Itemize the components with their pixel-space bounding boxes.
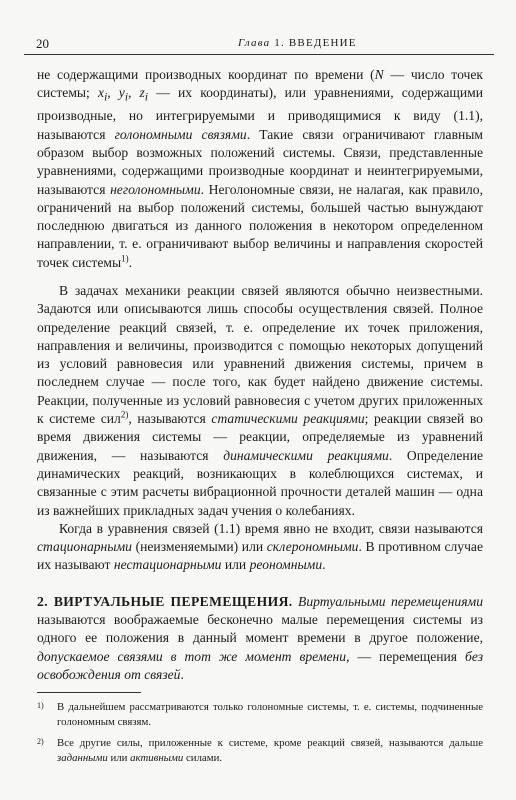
chapter-title: Глава 1. ВВЕДЕНИЕ (238, 37, 357, 49)
footnote-divider (37, 692, 141, 693)
footnote-2: 2) Все другие силы, приложенные к системе, кроме реакций связей, называются дальше заданными или активными силами. (37, 737, 483, 764)
coordinates-expression: $x_i$, $y_i$, $z_i$ (98, 85, 149, 105)
paragraph-holonomic: не содержащими производных координат по времени (N — число точек системы; $x_i$, $y_i$, $z_i$ — их координаты), или уравнениями, содержащими производные, но интегрируемыми и приводящимися к виду (1.1), называются голономными связями. Такие связи ограничивают главным образом выбор возможных положений системы. Связи, представленные уравнениями, содержащими производные координат и неинтегрируемыми, называются неголономными. Неголономные связи, не налагая, как правило, ограничений на выбор положений системы, большей частью вынуждают последнюю двигаться из данного положения в некотором определенном направлении, т. е. ограничивают выбор величины и направления скоростей точек системы$^{1)}$. (37, 67, 483, 270)
paragraph-reactions: В задачах механики реакции связей являются обычно неизвестными. Задаются или описываются лишь способы осуществления связей. Полное определение реакций связей, т. е. определение их точек приложения, направления и величины, производится с помощью некоторых допущений из условий равновесия или уравнений движения системы, причем в последнем случае — после того, как будет найдено движение системы. Реакции, полученные из условий равновесия с учетом других приложенных к системе сил$^{2)}$, называются статическими реакциями; реакции связей во время движения системы — реакции, определяемые из уравнений движения, — называются динамическими реакциями. Определение динамических реакций, возникающих в колеблющихся системах, и связанные с этим расчеты вибрационной прочности деталей машин — одна из важнейших прикладных задач учения о колебаниях. (37, 282, 484, 518)
footnote-ref-1[interactable]: 1) (121, 253, 129, 264)
footnote-1: 1) В дальнейшем рассматриваются только голономные системы, т. е. системы, подчиненные голономным связям. (37, 701, 483, 728)
running-head (24, 34, 494, 55)
footnotes (37, 692, 483, 772)
page-number: 20 (36, 36, 49, 51)
main-text (37, 66, 483, 684)
paragraph-stationary: Когда в уравнения связей (1.1) время явно не входит, связи называются стационарными (неизменяемыми) или склерономными. В противном случае их называют нестационарными или реономными. (37, 520, 484, 573)
paragraph-virtual-displacements: 2. ВИРТУАЛЬНЫЕ ПЕРЕМЕЩЕНИЯ. Виртуальными перемещениями называются воображаемые бесконечно малые перемещения системы из одного ее положения в данный момент времени в другое положение, допускаемое связями в тот же момент времени, — перемещения без освобождения от связей. (37, 593, 483, 682)
section-heading: 2. ВИРТУАЛЬНЫЕ ПЕРЕМЕЩЕНИЯ. (37, 593, 293, 609)
footnote-ref-2[interactable]: 2) (120, 409, 129, 420)
